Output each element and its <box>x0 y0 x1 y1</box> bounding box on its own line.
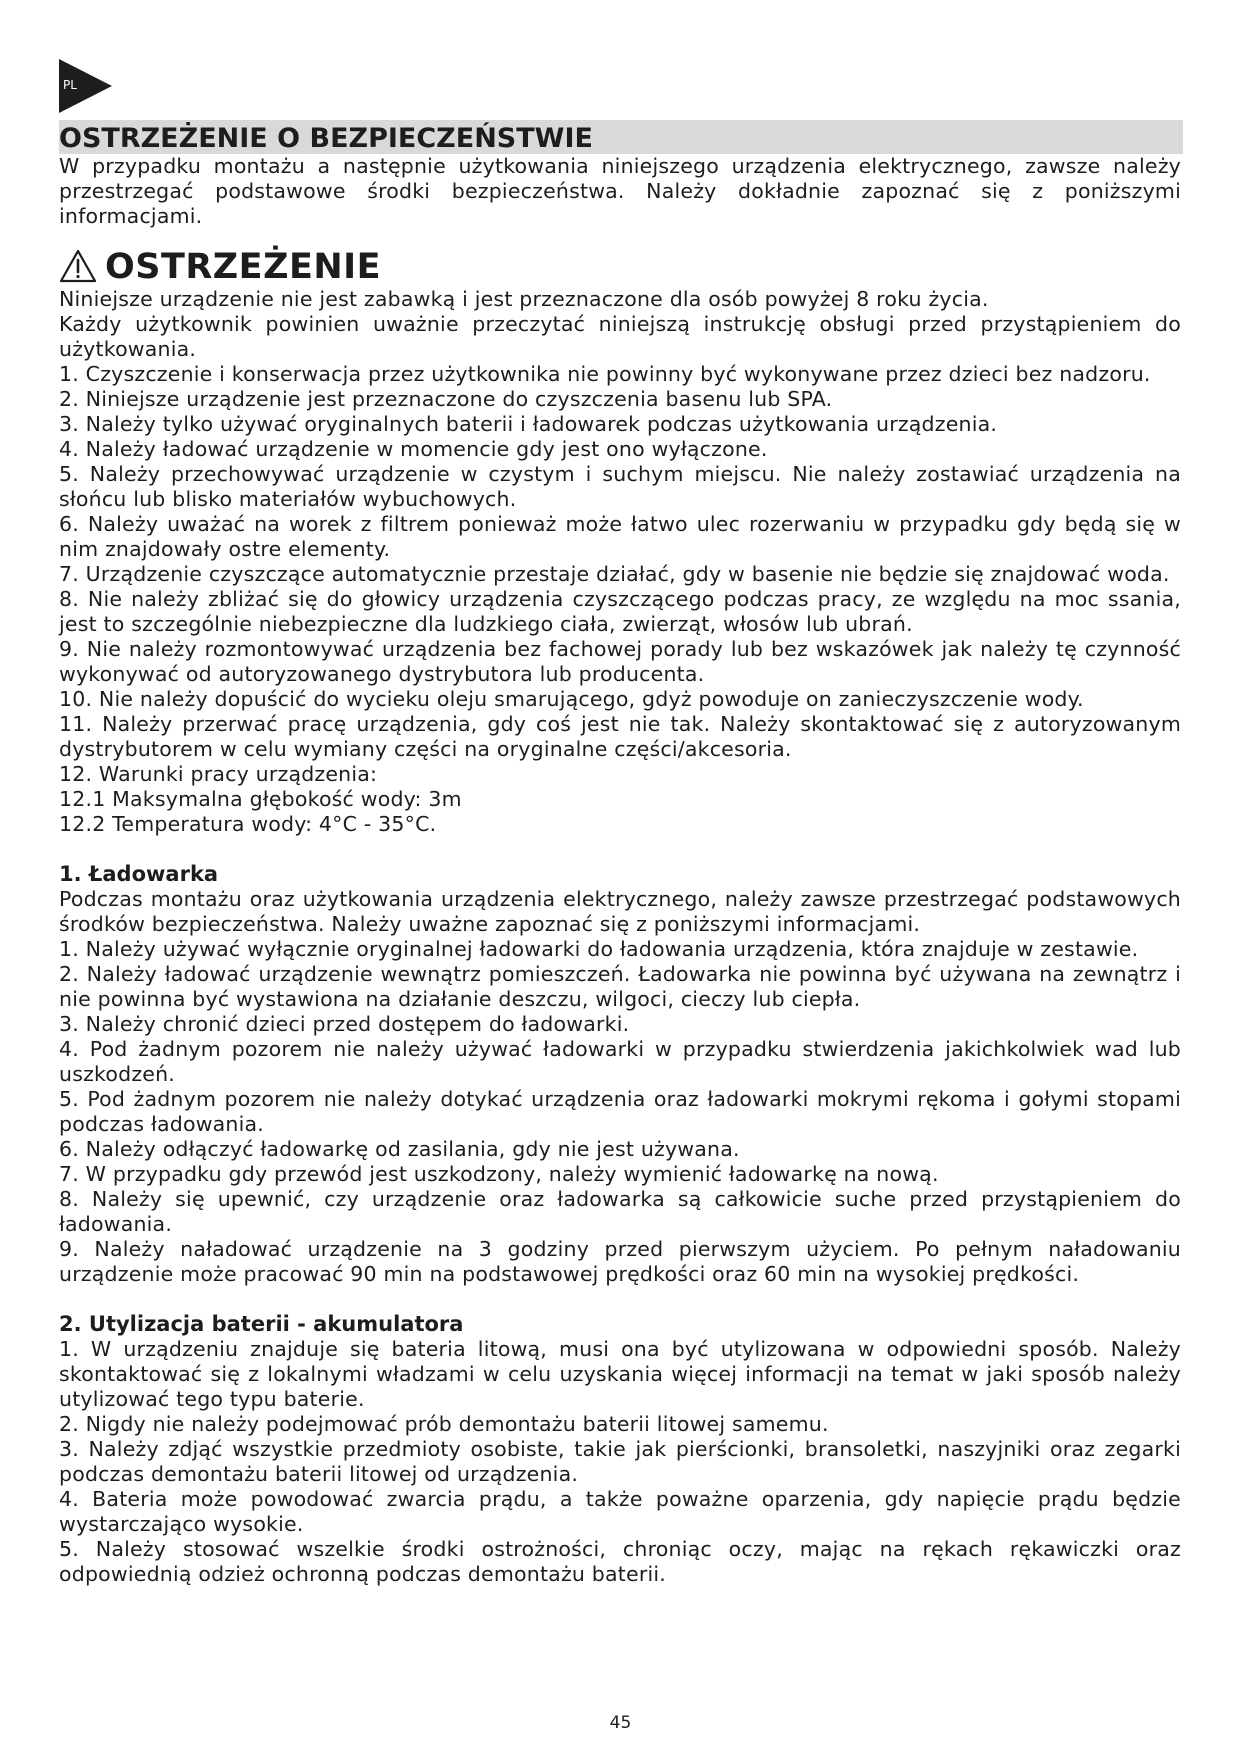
warning-title: OSTRZEŻENIE <box>105 247 382 287</box>
list-item: 5. Pod żadnym pozorem nie należy dotykać urządzenia oraz ładowarki mokrymi rękoma i gołymi stopami podczas ładowania. <box>59 1087 1181 1136</box>
list-item: 10. Nie należy dopuścić do wycieku oleju smarującego, gdyż powoduje on zanieczyszczenie wody. <box>59 687 1084 711</box>
list-item: 6. Należy odłączyć ładowarkę od zasilania, gdy nie jest używana. <box>59 1137 740 1161</box>
intro-paragraph: W przypadku montażu a następnie użytkowania niniejszego urządzenia elektrycznego, zawsze należy przestrzegać podstawowe środki bezpieczeństwa. Należy dokładnie zapoznać się z poniższymi informacjami. <box>59 154 1181 228</box>
section-title-charger: 1. Ładowarka <box>59 862 219 886</box>
list-item: 9. Należy naładować urządzenie na 3 godziny przed pierwszym użyciem. Po pełnym naładowaniu urządzenie może pracować 90 min na podstawowej prędkości oraz 60 min na wysokiej prędkości. <box>59 1237 1181 1286</box>
list-item: 2. Należy ładować urządzenie wewnątrz pomieszczeń. Ładowarka nie powinna być używana na zewnątrz i nie powinna być wystawiona na działanie deszczu, wilgoci, cieczy lub ciepła. <box>59 962 1181 1011</box>
list-item: 1. Czyszczenie i konserwacja przez użytkownika nie powinny być wykonywane przez dzieci bez nadzoru. <box>59 362 1151 386</box>
battery-list <box>59 1337 1181 1587</box>
warning-list <box>59 287 1181 837</box>
charger-list <box>59 937 1181 1287</box>
list-item: 12.1 Maksymalna głębokość wody: 3m <box>59 787 462 811</box>
list-item: 12. Warunki pracy urządzenia: <box>59 762 378 786</box>
list-item: 3. Należy zdjąć wszystkie przedmioty osobiste, takie jak pierścionki, bransoletki, naszyjniki oraz zegarki podczas demontażu baterii litowej od urządzenia. <box>59 1437 1181 1486</box>
list-item: 8. Należy się upewnić, czy urządzenie oraz ładowarka są całkowicie suche przed przystąpieniem do ładowania. <box>59 1187 1181 1236</box>
list-item: 1. W urządzeniu znajduje się bateria litową, musi ona być utylizowana w odpowiedni sposób. Należy skontaktować się z lokalnymi władzami w celu uzyskania więcej informacji na temat w jaki sposób należy utylizować tego typu baterie. <box>59 1337 1181 1411</box>
warning-triangle-icon <box>59 249 97 283</box>
list-item: 4. Należy ładować urządzenie w momencie gdy jest ono wyłączone. <box>59 437 768 461</box>
list-item: 12.2 Temperatura wody: 4°C - 35°C. <box>59 812 437 836</box>
section-banner <box>59 120 1183 154</box>
page-content <box>59 120 1181 1587</box>
banner-title: OSTRZEŻENIE O BEZPIECZEŃSTWIE <box>59 123 593 154</box>
section-intro-charger: Podczas montażu oraz użytkowania urządzenia elektrycznego, należy zawsze przestrzegać podstawowych środków bezpieczeństwa. Należy uważne zapoznać się z poniższymi informacjami. <box>59 887 1181 936</box>
list-item: 7. W przypadku gdy przewód jest uszkodzony, należy wymienić ładowarkę na nową. <box>59 1162 939 1186</box>
list-item: 11. Należy przerwać pracę urządzenia, gdy coś jest nie tak. Należy skontaktować się z autoryzowanym dystrybutorem w celu wymiany części na oryginalne części/akcesoria. <box>59 712 1181 761</box>
list-item: Każdy użytkownik powinien uważnie przeczytać niniejszą instrukcję obsługi przed przystąpieniem do użytkowania. <box>59 312 1181 361</box>
page-number: 45 <box>609 1713 632 1733</box>
warning-heading <box>59 247 1181 287</box>
list-item: 8. Nie należy zbliżać się do głowicy urządzenia czyszczącego podczas pracy, ze względu na moc ssania, jest to szczególnie niebezpieczne dla ludzkiego ciała, zwierząt, włosów lub ubrań. <box>59 587 1181 636</box>
list-item: 2. Niniejsze urządzenie jest przeznaczone do czyszczenia basenu lub SPA. <box>59 387 833 411</box>
list-item: 4. Pod żadnym pozorem nie należy używać ładowarki w przypadku stwierdzenia jakichkolwiek wad lub uszkodzeń. <box>59 1037 1181 1086</box>
list-item: 2. Nigdy nie należy podejmować prób demontażu baterii litowej samemu. <box>59 1412 829 1436</box>
list-item: 4. Bateria może powodować zwarcia prądu, a także poważne oparzenia, gdy napięcie prądu będzie wystarczająco wysokie. <box>59 1487 1181 1536</box>
list-item: 5. Należy przechowywać urządzenie w czystym i suchym miejscu. Nie należy zostawiać urządzenia na słońcu lub blisko materiałów wybuchowych. <box>59 462 1181 511</box>
list-item: 9. Nie należy rozmontowywać urządzenia bez fachowej porady lub bez wskazówek jak należy tę czynność wykonywać od autoryzowanego dystrybutora lub producenta. <box>59 637 1181 686</box>
language-label: PL <box>63 78 77 92</box>
list-item: 7. Urządzenie czyszczące automatycznie przestaje działać, gdy w basenie nie będzie się znajdować woda. <box>59 562 1170 586</box>
list-item: Niniejsze urządzenie nie jest zabawką i jest przeznaczone dla osób powyżej 8 roku życia. <box>59 287 989 311</box>
list-item: 6. Należy uważać na worek z filtrem ponieważ może łatwo ulec rozerwaniu w przypadku gdy będą się w nim znajdowały ostre elementy. <box>59 512 1181 561</box>
list-item: 1. Należy używać wyłącznie oryginalnej ładowarki do ładowania urządzenia, która znajduje w zestawie. <box>59 937 1139 961</box>
list-item: 3. Należy tylko używać oryginalnych baterii i ładowarek podczas użytkowania urządzenia. <box>59 412 998 436</box>
section-title-battery: 2. Utylizacja baterii - akumulatora <box>59 1312 464 1336</box>
list-item: 5. Należy stosować wszelkie środki ostrożności, chroniąc oczy, mając na rękach rękawiczki oraz odpowiednią odzież ochronną podczas demontażu baterii. <box>59 1537 1181 1586</box>
list-item: 3. Należy chronić dzieci przed dostępem do ładowarki. <box>59 1012 630 1036</box>
